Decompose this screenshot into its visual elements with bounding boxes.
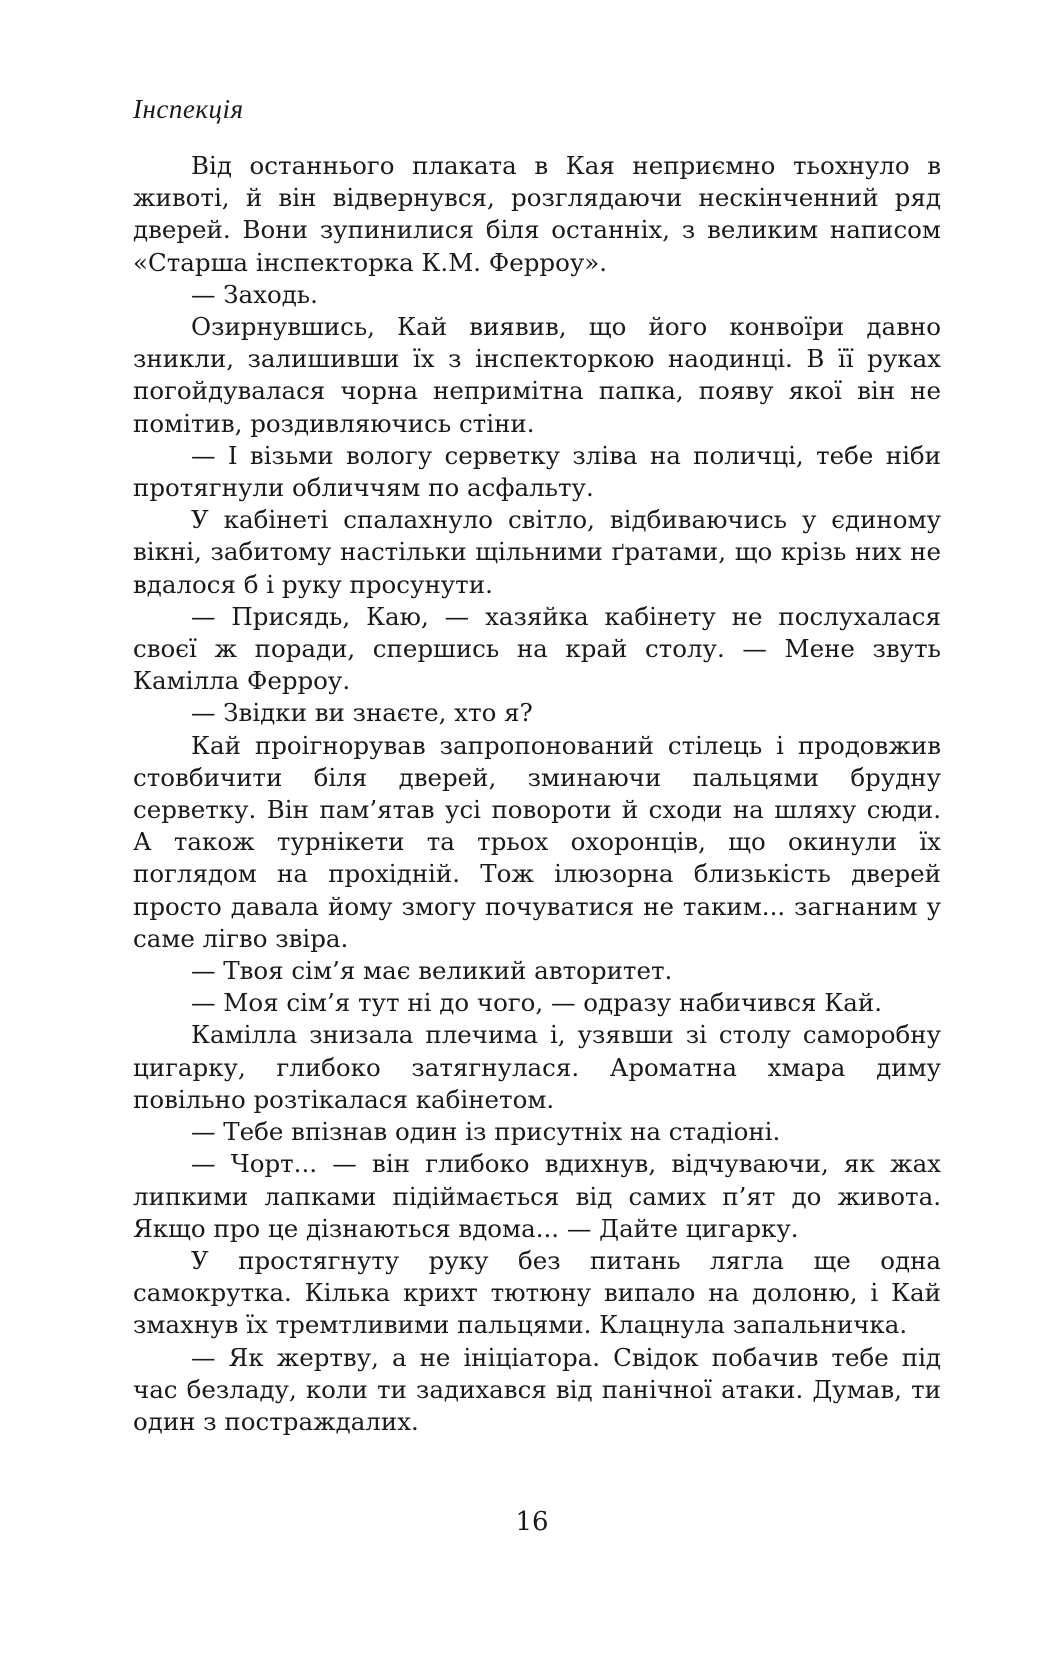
paragraph: — Звідки ви знаєте, хто я? [191,698,533,728]
paragraph: — Моя сім’я тут ні до чого, — одразу набичився Кай. [191,988,882,1018]
paragraph: — Чорт... — він глибоко вдихнув, відчуваючи, як жах липкими лапками підіймається від самих п’ят до живота. Якщо про це дізнаються вдома... — Дайте цигарку. [133,1149,941,1243]
paragraph: — І візьми вологу серветку зліва на поличці, тебе ніби протягнули обличчям по асфальту. [133,440,941,503]
page-number: 16 [515,1507,549,1537]
paragraph: — Заходь. [191,279,318,309]
paragraph: — Твоя сім’я має великий авторитет. [191,956,673,986]
paragraph: — Присядь, Каю, — хазяйка кабінету не послухалася своєї ж поради, спершись на край столу. — Мене звуть Камілла Ферроу. [133,601,941,696]
paragraph: Кай проігнорував запропонований стілець і продовжив стовбичити біля дверей, зминаючи пальцями брудну серветку. Він пам’ятав усі повороти й сходи на шляху сюди. А також турнікети та трьох охоронців, що окинули їх поглядом на прохідній. Тож ілюзорна близькість дверей просто давала йому змогу почуватися не таким... загнаним у саме лігво звіра. [133,730,941,953]
body-text [133,150,941,1438]
paragraph: — Тебе впізнав один із присутніх на стадіоні. [191,1117,781,1147]
paragraph: У кабінеті спалахнуло світло, відбиваючись у єдиному вікні, забитому настільки щільними ґратами, що крізь них не вдалося б і руку просунути. [133,505,941,599]
paragraph: — Як жертву, а не ініціатора. Свідок побачив тебе під час безладу, коли ти задихався від панічної атаки. Думав, ти один з постраждалих. [133,1342,941,1436]
paragraph: Озирнувшись, Кай виявив, що його конвоїри давно зникли, залишивши їх з інспекторкою наодинці. В її руках погойдувалася чорна непримітна папка, появу якої він не помітив, роздивляючись стіни. [133,312,941,438]
paragraph: Камілла знизала плечима і, узявши зі столу саморобну цигарку, глибоко затягнулася. Ароматна хмара диму повільно розтікалася кабінетом. [133,1020,941,1114]
paragraph: У простягнуту руку без питань лягла ще одна самокрутка. Кілька крихт тютюну випало на долоню, і Кай змахнув їх тремтливими пальцями. Клацнула запальничка. [133,1245,941,1340]
paragraph: Від останнього плаката в Кая неприємно тьохнуло в животі, й він відвернувся, розглядаючи нескінченний ряд дверей. Вони зупинилися біля останніх, з великим написом «Старша інспекторка К.М. Ферроу». [133,151,941,277]
running-head: Інспекція [133,94,244,124]
